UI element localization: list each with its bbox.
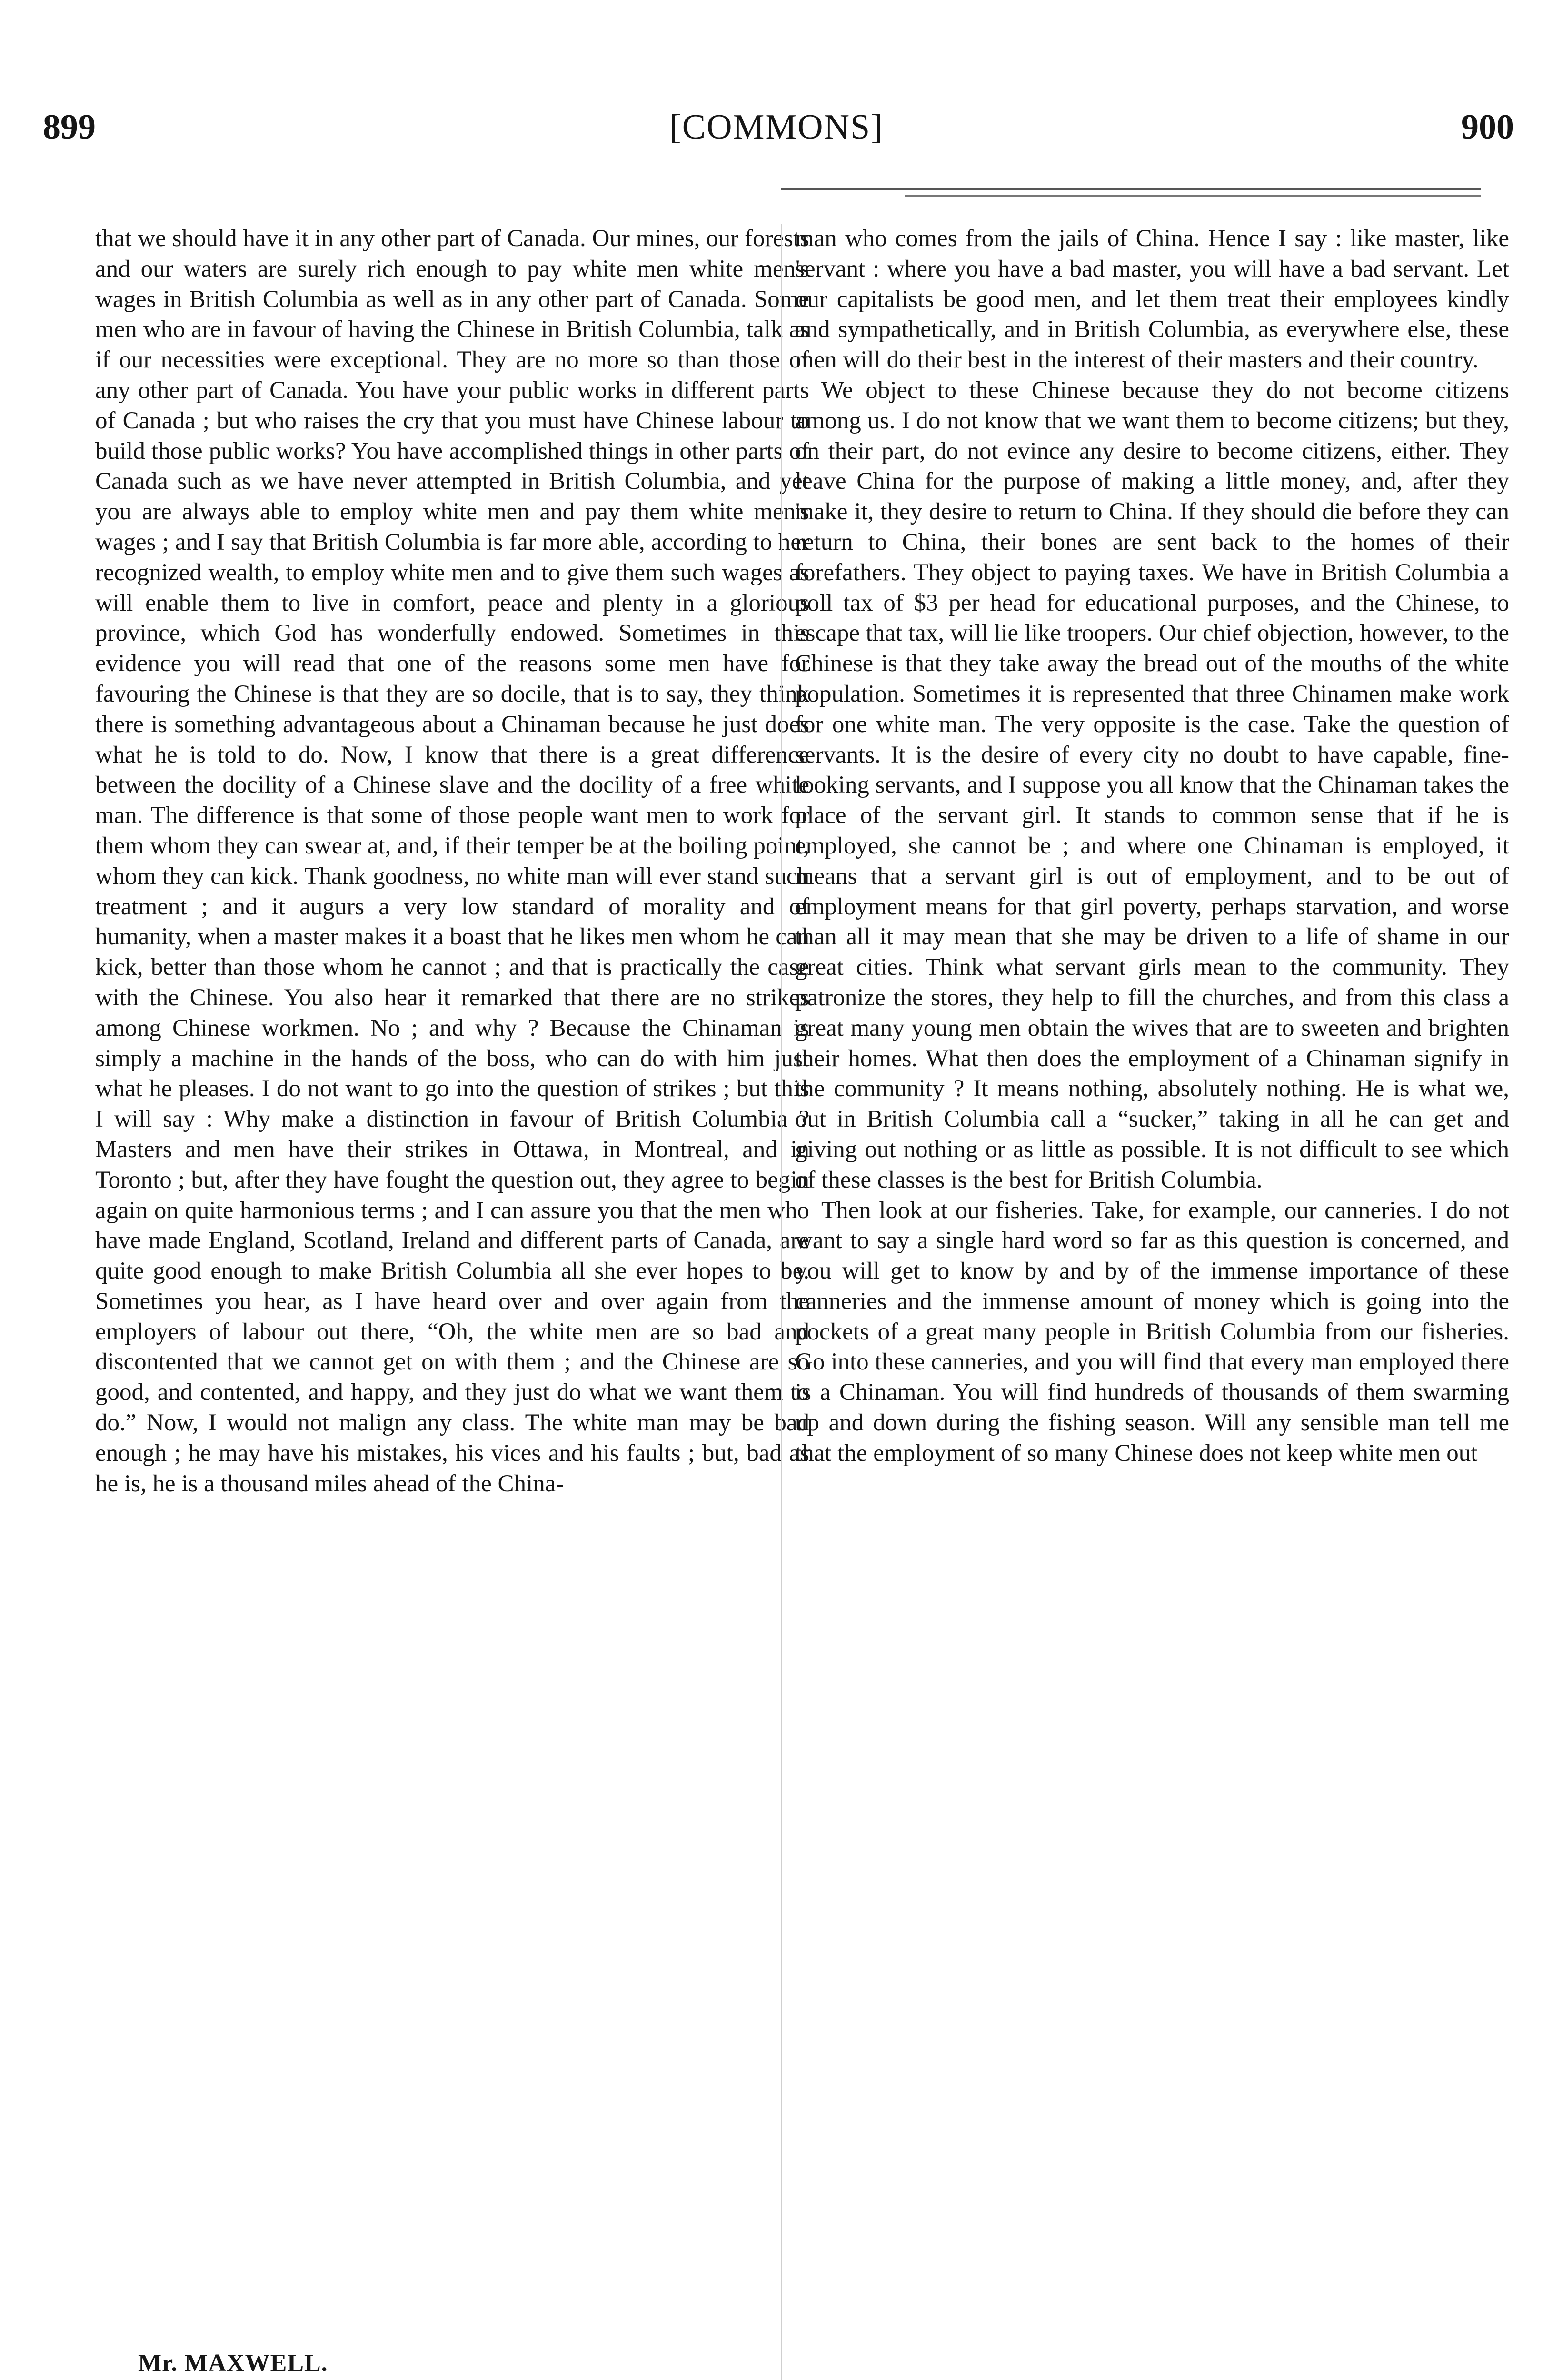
text-column-right <box>795 224 1509 1469</box>
paragraph: We object to these Chinese because they do not become citizens among us. I do not know that we want them to become citizens; but they, on their part, do not evince any desire to become citizens, either. They leave China for the purpose of making a little money, and, after they make it, they desire to return to China. If they should die before they can return to China, their bones are sent back to the homes of their forefathers. They object to paying taxes. We have in British Columbia a poll tax of $3 per head for educational purposes, and the Chinese, to escape that tax, will lie like troopers. Our chief objection, however, to the Chinese is that they take away the bread out of the mouths of the white population. Sometimes it is represented that three Chinamen make work for one white man. The very opposite is the case. Take the question of servants. It is the desire of every city no doubt to have capable, fine-looking servants, and I suppose you all know that the Chinaman takes the place of the servant girl. It stands to common sense that if he is employed, she cannot be ; and where one Chinaman is employed, it means that a servant girl is out of employment, and to be out of employment means for that girl poverty, perhaps starvation, and worse than all it may mean that she may be driven to a life of shame in our great cities. Think what servant girls mean to the community. They patronize the stores, they help to fill the churches, and from this class a great many young men obtain the wives that are to sweeten and brighten their homes. What then does the employment of a Chinaman signify in the community ? It means nothing, absolutely nothing. He is what we, out in British Columbia call a “sucker,” taking in all he can get and giving out nothing or as little as possible. It is not difficult to see which of these classes is the best for British Columbia. <box>795 377 1509 1193</box>
header-rule <box>781 188 1481 190</box>
paragraph: that we should have it in any other part of Canada. Our mines, our forests and our waters are surely rich enough to pay white men white men's wages in British Columbia as well as in any other part of Canada. Some men who are in favour of having the Chinese in British Columbia, talk as if our necessities were exceptional. They are no more so than those of any other part of Canada. You have your public works in different parts of Canada ; but who raises the cry that you must have Chinese labour to build those public works? You have accomplished things in other parts of Canada such as we have never attempted in British Columbia, and yet you are always able to employ white men and pay them white men's wages ; and I say that British Columbia is far more able, according to her recognized wealth, to employ white men and to give them such wages as will enable them to live in comfort, peace and plenty in a glorious province, which God has wonderfully endowed. Sometimes in this evidence you will read that one of the reasons some men have for favouring the Chinese is that they are so docile, that is to say, they think there is something advantageous about a Chinaman because he just does what he is told to do. Now, I know that there is a great difference between the docility of a Chinese slave and the docility of a free white man. The difference is that some of those people want men to work for them whom they can swear at, and, if their temper be at the boiling point, whom they can kick. Thank goodness, no white man will ever stand such treatment ; and it augurs a very low standard of morality and of humanity, when a master makes it a boast that he likes men whom he can kick, better than those whom he cannot ; and that is practically the case with the Chinese. You also hear it remarked that there are no strikes among Chinese workmen. No ; and why ? Because the Chinaman is simply a machine in the hands of the boss, who can do with him just what he pleases. I do not want to go into the question of strikes ; but this I will say : Why make a distinction in favour of British Columbia ? Masters and men have their strikes in Ottawa, in Montreal, and in Toronto ; but, after they have fought the question out, they agree to begin again on quite harmonious terms ; and I can assure you that the men who have made England, Scotland, Ireland and different parts of Canada, are quite good enough to make British Columbia all she ever hopes to be. Sometimes you hear, as I have heard over and over again from the employers of labour out there, “Oh, the white men are so bad and discontented that we cannot get on with them ; and the Chinese are so good, and contented, and happy, and they just do what we want them to do.” Now, I would not malign any class. The white man may be bad enough ; he may have his mistakes, his vices and his faults ; but, bad as he is, he is a thousand miles ahead of the China- <box>95 225 809 1497</box>
paragraph: man who comes from the jails of China. Hence I say : like master, like servant : where you have a bad master, you will have a bad servant. Let our capitalists be good men, and let them treat their employees kindly and sympathetically, and in British Columbia, as everywhere else, these men will do their best in the interest of their masters and their country. <box>795 225 1509 374</box>
speaker-footer: Mr. MAXWELL. <box>138 2350 328 2377</box>
column-divider <box>781 224 782 2380</box>
header-rule-secondary <box>905 195 1481 197</box>
paragraph: Then look at our fisheries. Take, for example, our canneries. I do not want to say a single hard word so far as this question is concerned, and you will get to know by and by of the immense importance of these canneries and the immense amount of money which is going into the pockets of a great many people in British Columbia from our fisheries. Go into these canneries, and you will find that every man employed there is a Chinaman. You will find hundreds of thousands of them swarming up and down during the fishing season. Will any sensible man tell me that the employment of so many Chinese does not keep white men out <box>795 1197 1509 1467</box>
page-number-left: 899 <box>43 108 96 147</box>
page-number-right: 900 <box>1461 108 1514 147</box>
running-head: [COMMONS] <box>669 108 884 147</box>
page-header <box>0 107 1553 164</box>
text-column-left <box>95 224 809 1499</box>
